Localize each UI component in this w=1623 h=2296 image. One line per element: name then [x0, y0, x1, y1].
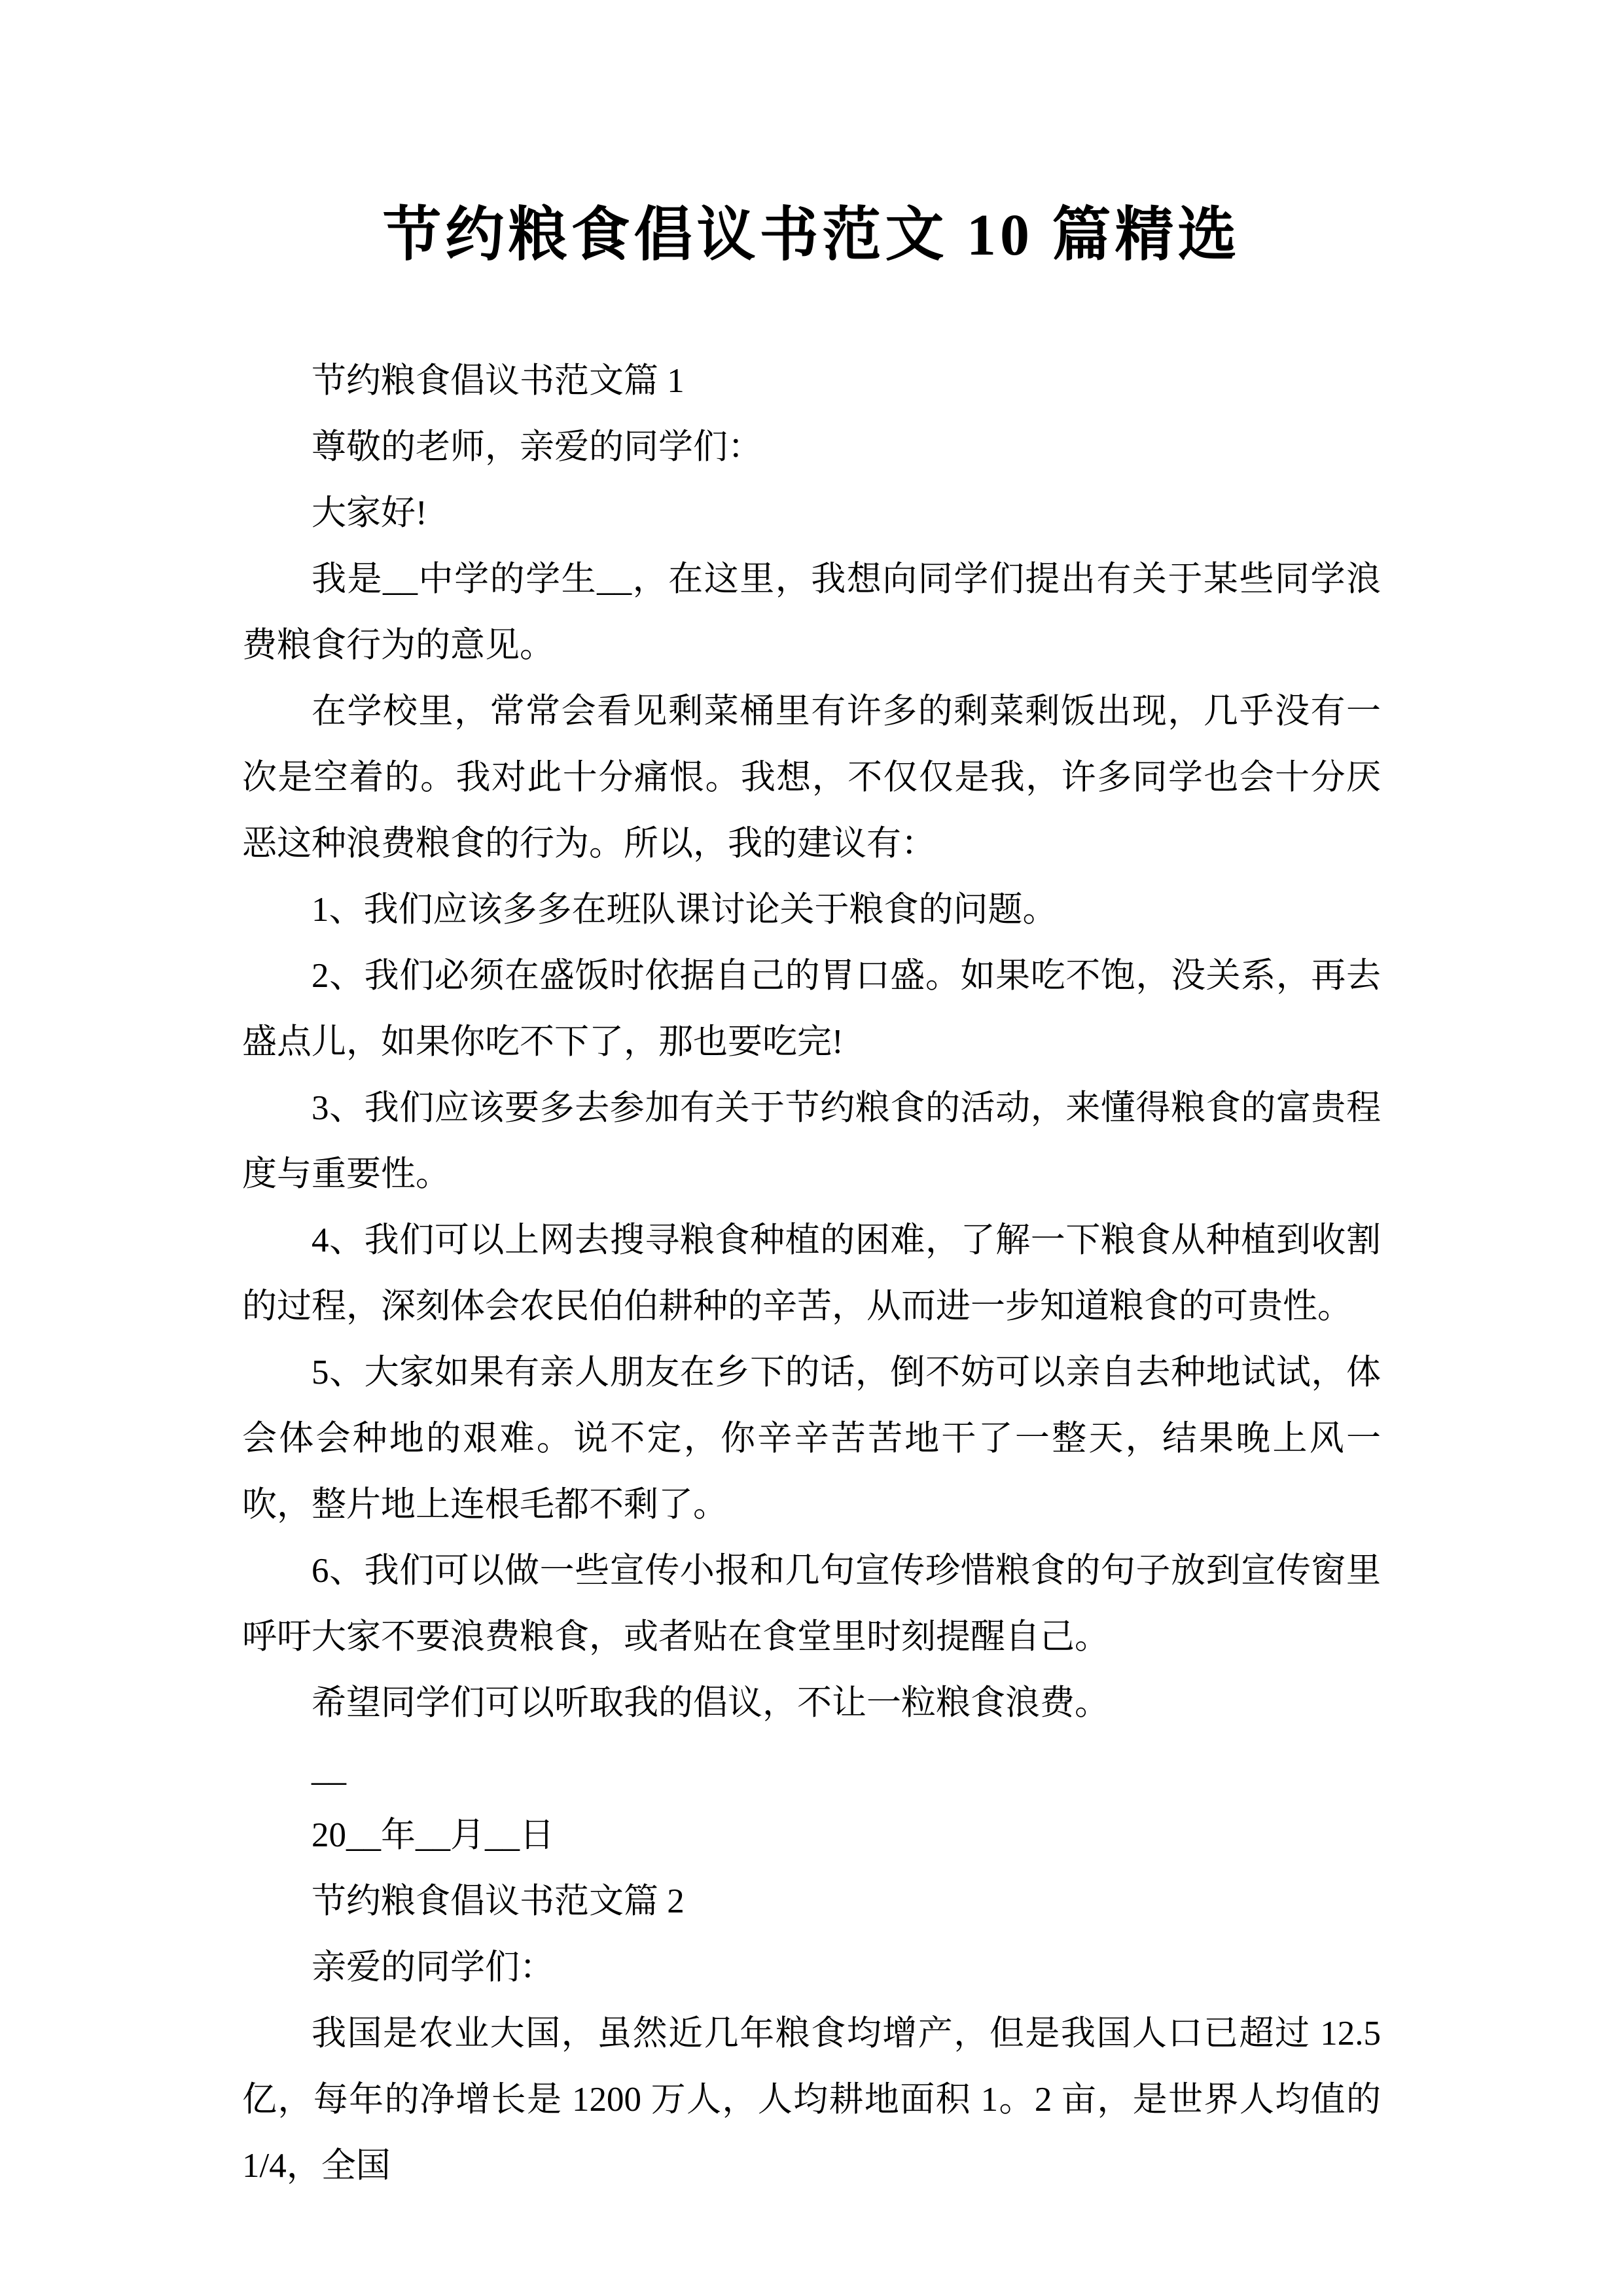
- paragraph: 我国是农业大国，虽然近几年粮食均增产，但是我国人口已超过 12.5 亿，每年的净增长是 1200 万人，人均耕地面积 1。2 亩，是世界人均值的 1/4，全国: [242, 2015, 1381, 2185]
- paragraph: 在学校里，常常会看见剩菜桶里有许多的剩菜剩饭出现，几乎没有一次是空着的。我对此十分痛恨。我想，不仅仅是我，许多同学也会十分厌恶这种浪费粮食的行为。所以，我的建议有：: [242, 692, 1381, 863]
- paragraph: 希望同学们可以听取我的倡议，不让一粒粮食浪费。: [312, 1684, 1109, 1722]
- paragraph: 大家好!: [312, 494, 427, 532]
- paragraph: 节约粮食倡议书范文篇 1: [312, 362, 685, 400]
- paragraph: __: [312, 1750, 346, 1788]
- document-title: 节约粮食倡议书范文 10 篇精选: [382, 203, 1241, 268]
- paragraph: 我是__中学的学生__，在这里，我想向同学们提出有关于某些同学浪费粮食行为的意见。: [242, 560, 1381, 664]
- paragraph: 节约粮食倡议书范文篇 2: [312, 1882, 685, 1920]
- paragraph: 2、我们必须在盛饭时依据自己的胃口盛。如果吃不饱，没关系，再去盛点儿，如果你吃不下了，那也要吃完!: [242, 957, 1381, 1061]
- paragraph: 20__年__月__日: [312, 1816, 554, 1854]
- paragraph: 尊敬的老师，亲爱的同学们：: [312, 428, 762, 466]
- paragraph: 亲爱的同学们：: [312, 1948, 554, 1986]
- paragraph: 5、大家如果有亲人朋友在乡下的话，倒不妨可以亲自去种地试试，体会体会种地的艰难。说不定，你辛辛苦苦地干了一整天，结果晚上风一吹，整片地上连根毛都不剩了。: [242, 1354, 1381, 1524]
- document-body: [242, 348, 1381, 2199]
- paragraph: 4、我们可以上网去搜寻粮食种植的困难，了解一下粮食从种植到收割的过程，深刻体会农民伯伯耕种的辛苦，从而进一步知道粮食的可贵性。: [242, 1221, 1381, 1325]
- paragraph: 3、我们应该要多去参加有关于节约粮食的活动，来懂得粮食的富贵程度与重要性。: [242, 1089, 1381, 1193]
- paragraph: 1、我们应该多多在班队课讨论关于粮食的问题。: [312, 891, 1058, 929]
- paragraph: 6、我们可以做一些宣传小报和几句宣传珍惜粮食的句子放到宣传窗里呼吁大家不要浪费粮食，或者贴在食堂里时刻提醒自己。: [242, 1552, 1381, 1656]
